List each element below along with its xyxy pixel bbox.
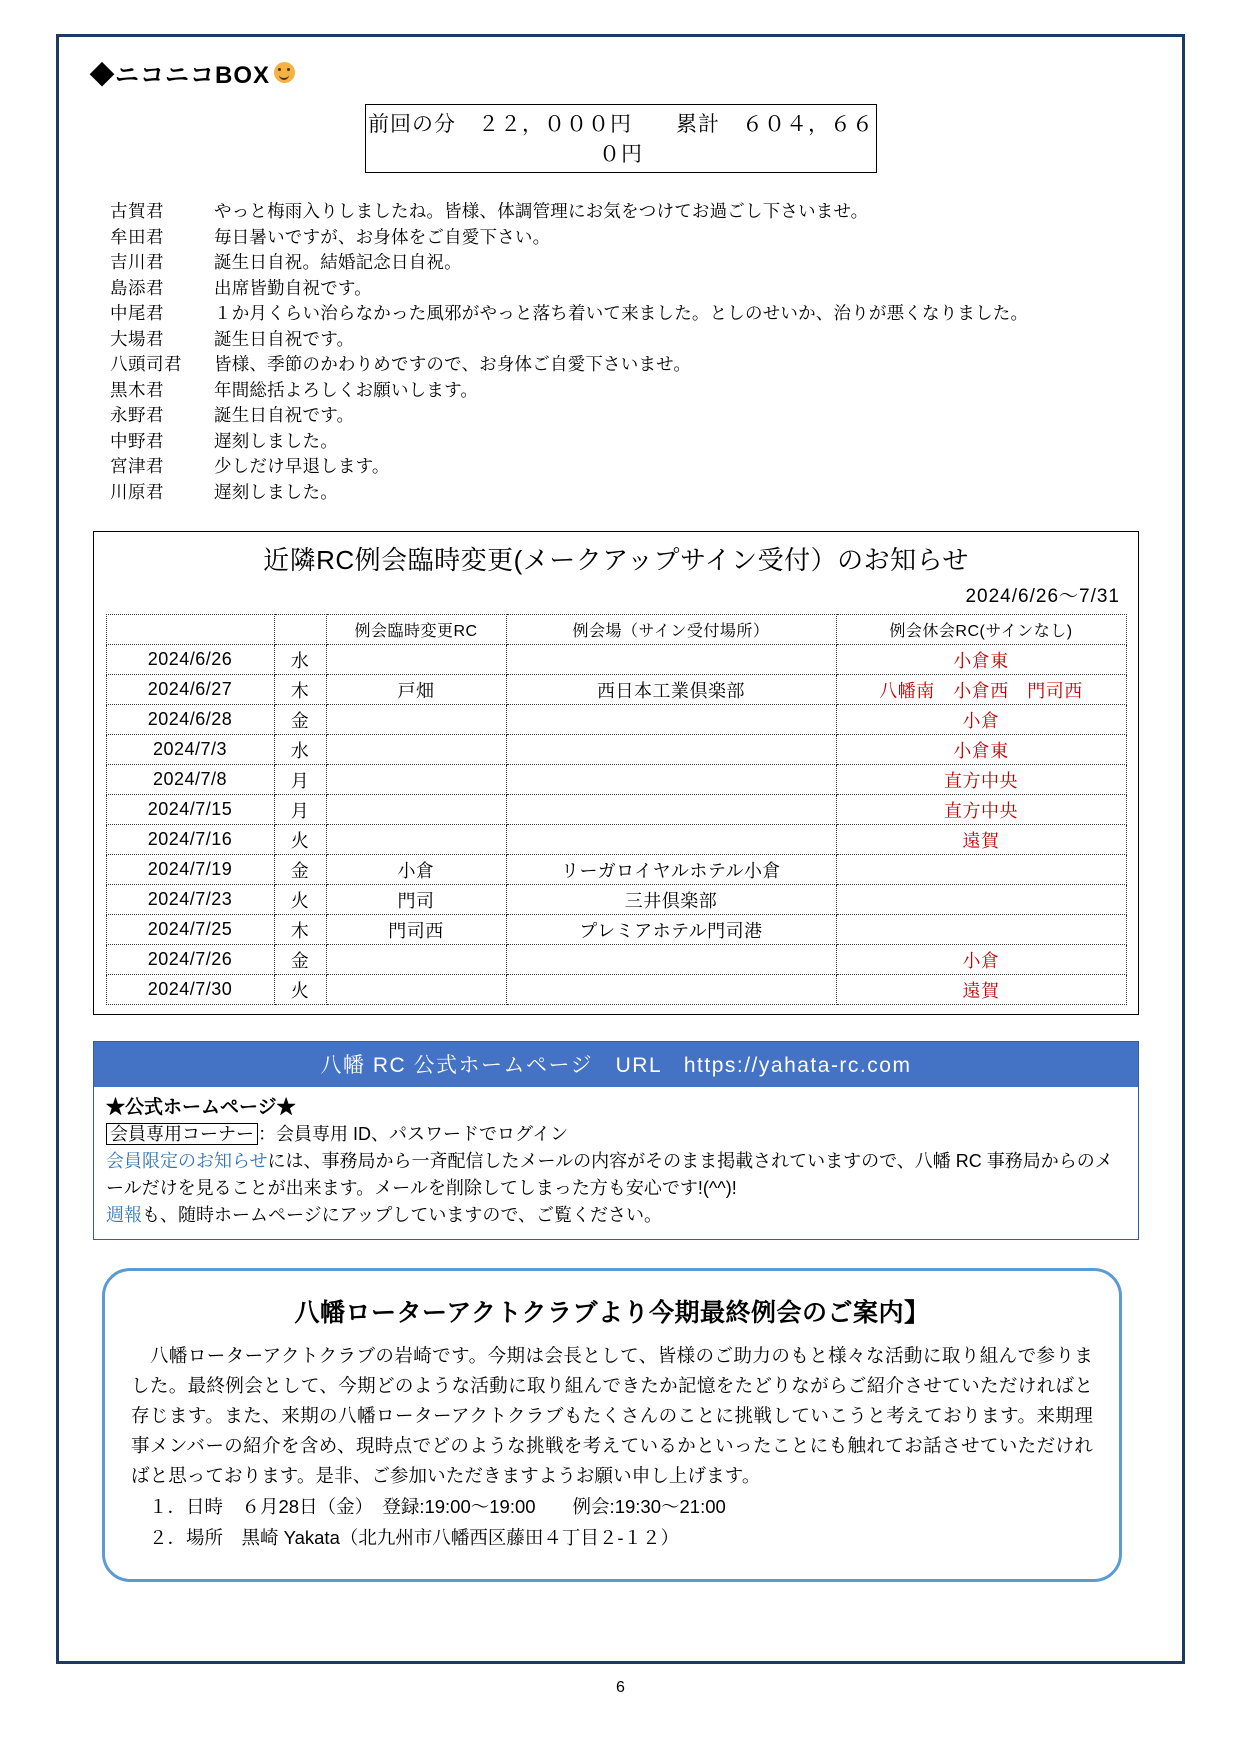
table-row — [106, 765, 1126, 795]
list-item — [110, 454, 1156, 480]
nikoniko-heading — [86, 55, 1156, 90]
donor-list — [86, 199, 1156, 505]
table-row — [106, 795, 1126, 825]
donor-name: 島添君 — [110, 277, 164, 298]
rotaract-venue: ２．場所 黒崎 Yakata（北九州市八幡西区藤田４丁目２-１２） — [149, 1527, 680, 1548]
page-content — [86, 55, 1156, 1582]
cell-venue — [506, 645, 836, 675]
page-number: 6 — [616, 1679, 625, 1696]
table-row — [106, 735, 1126, 765]
cell-changed-rc — [326, 765, 506, 795]
cell-date: 2024/6/27 — [106, 675, 274, 705]
cell-dow: 木 — [274, 675, 326, 705]
list-item — [110, 429, 1156, 455]
member-corner-text: ：会員専用 ID、パスワードでログイン — [258, 1124, 569, 1144]
cell-date: 2024/6/26 — [106, 645, 274, 675]
cell-changed-rc: 小倉 — [326, 855, 506, 885]
donor-message: 誕生日自祝です。 — [214, 405, 355, 425]
cell-date: 2024/7/8 — [106, 765, 274, 795]
cell-dow: 月 — [274, 765, 326, 795]
list-item — [110, 327, 1156, 353]
cell-venue — [506, 945, 836, 975]
column-header-date — [106, 615, 274, 645]
donor-message: 遅刻しました。 — [214, 430, 338, 451]
members-notice-line — [106, 1148, 1126, 1202]
weekly-report-text: も、随時ホームページにアップしていますので、ご覧ください。 — [142, 1205, 663, 1225]
cell-closed-rc: 小倉 — [836, 705, 1126, 735]
cell-date: 2024/7/30 — [106, 975, 274, 1005]
schedule-title: 近隣RC例会臨時変更(メークアップサイン受付）のお知らせ — [263, 545, 969, 575]
rotaract-announcement-box — [102, 1268, 1122, 1582]
table-row — [106, 675, 1126, 705]
donor-message: 毎日暑いですが、お身体をご自愛下さい。 — [214, 226, 551, 247]
cell-date: 2024/7/19 — [106, 855, 274, 885]
list-item — [110, 250, 1156, 276]
cell-dow: 火 — [274, 885, 326, 915]
donor-message: 出席皆勤自祝です。 — [214, 277, 372, 298]
donor-name: 牟田君 — [110, 226, 164, 247]
rotaract-body: 八幡ローターアクトクラブの岩崎です。今期は会長として、皆様のご助力のもと様々な活動に取り組んで参りました。最終例会として、今期どのような活動に取り組んできたか記憶をたどりながらご紹介させていただければと存じます。また、来期の八幡ローターアクトクラブもたくさんのことに挑戦していこうと考えております。来期理事メンバーの紹介を含め、現時点でどのような挑戦を考えているかといったことにも触れてお話させていただければと思っております。是非、ご参加いただきますようお願い申し上げます。 — [131, 1345, 1093, 1486]
cell-dow: 金 — [274, 705, 326, 735]
donor-message: 年間総括よろしくお願いします。 — [214, 379, 479, 400]
cell-changed-rc: 戸畑 — [326, 675, 506, 705]
cell-closed-rc: 小倉 — [836, 945, 1126, 975]
cell-changed-rc — [326, 795, 506, 825]
cell-date: 2024/7/15 — [106, 795, 274, 825]
list-item — [110, 480, 1156, 506]
members-notice-text: には、事務局から一斉配信したメールの内容がそのまま掲載されていますので、八幡 RC 事務局からのメールだけを見ることが出来ます。メールを削除してしまった方も安心です!(^^)! — [106, 1151, 1113, 1198]
list-item — [110, 403, 1156, 429]
cell-changed-rc — [326, 705, 506, 735]
table-row — [106, 855, 1126, 885]
cell-venue: 三井倶楽部 — [506, 885, 836, 915]
nikoniko-amount-box — [365, 104, 877, 173]
table-row — [106, 825, 1126, 855]
cell-date: 2024/7/26 — [106, 945, 274, 975]
cell-closed-rc: 小倉東 — [836, 735, 1126, 765]
cell-closed-rc — [836, 915, 1126, 945]
cell-venue — [506, 765, 836, 795]
cell-venue: 西日本工業倶楽部 — [506, 675, 836, 705]
cell-dow: 月 — [274, 795, 326, 825]
cell-changed-rc: 門司 — [326, 885, 506, 915]
cell-changed-rc — [326, 735, 506, 765]
weekly-report-line — [106, 1202, 1126, 1229]
cell-closed-rc: 八幡南 小倉西 門司西 — [836, 675, 1126, 705]
table-row — [106, 945, 1126, 975]
cell-closed-rc — [836, 885, 1126, 915]
cell-dow: 木 — [274, 915, 326, 945]
homepage-body — [94, 1087, 1138, 1239]
column-header-closed-rc: 例会休会RC(サインなし) — [836, 615, 1126, 645]
list-item — [110, 276, 1156, 302]
cell-date: 2024/7/23 — [106, 885, 274, 915]
cell-venue: リーガロイヤルホテル小倉 — [506, 855, 836, 885]
donor-message: 誕生日自祝です。 — [214, 328, 355, 349]
cell-closed-rc — [836, 855, 1126, 885]
table-row — [106, 645, 1126, 675]
member-corner-box: 会員専用コーナー — [106, 1123, 258, 1145]
list-item — [110, 199, 1156, 225]
cell-dow: 金 — [274, 855, 326, 885]
donor-message: １か月くらい治らなかった風邪がやっと落ち着いて来ました。としのせいか、治りが悪くなりました。 — [214, 303, 1029, 323]
donor-name: 黒木君 — [110, 379, 164, 400]
cell-changed-rc — [326, 645, 506, 675]
cell-closed-rc: 直方中央 — [836, 795, 1126, 825]
donor-name: 中野君 — [110, 430, 164, 451]
rotaract-title: 八幡ローターアクトクラブより今期最終例会のご案内】 — [294, 1299, 930, 1327]
cell-venue — [506, 975, 836, 1005]
table-row — [106, 915, 1126, 945]
donor-name: 吉川君 — [110, 252, 164, 272]
column-header-venue: 例会場（サイン受付場所） — [506, 615, 836, 645]
table-row — [106, 975, 1126, 1005]
cell-date: 2024/7/16 — [106, 825, 274, 855]
table-header-row — [106, 615, 1126, 645]
cell-changed-rc — [326, 825, 506, 855]
cell-venue — [506, 825, 836, 855]
homepage-url-bar[interactable]: 八幡 RC 公式ホームページ URL https://yahata-rc.com — [94, 1042, 1138, 1087]
nikoniko-amount-text: 前回の分 ２２，０００円 累計 ６０４，６６０円 — [368, 113, 874, 166]
cell-dow: 火 — [274, 975, 326, 1005]
donor-name: 大場君 — [110, 328, 164, 349]
cell-dow: 金 — [274, 945, 326, 975]
members-notice-link[interactable]: 会員限定のお知らせ — [106, 1151, 268, 1171]
list-item — [110, 225, 1156, 251]
donor-message: やっと梅雨入りしましたね。皆様、体調管理にお気をつけてお過ごし下さいませ。 — [214, 201, 869, 221]
list-item — [110, 352, 1156, 378]
cell-closed-rc: 遠賀 — [836, 825, 1126, 855]
donor-name: 宮津君 — [110, 456, 164, 476]
schedule-table — [106, 614, 1127, 1005]
rotaract-datetime: １．日時 ６月28日（金） 登録:19:00～19:00 例会:19:30～21:00 — [149, 1496, 726, 1517]
table-row — [106, 705, 1126, 735]
cell-closed-rc: 直方中央 — [836, 765, 1126, 795]
column-header-dow — [274, 615, 326, 645]
donor-name: 八頭司君 — [110, 354, 182, 374]
donor-name: 中尾君 — [110, 303, 164, 323]
donor-name: 古賀君 — [110, 201, 164, 221]
cell-changed-rc — [326, 975, 506, 1005]
member-corner-line — [106, 1121, 1126, 1148]
homepage-star-line: ★公式ホームページ★ — [106, 1097, 296, 1118]
nikoniko-heading-text: ◆ニコニコBOX — [90, 62, 271, 89]
cell-venue — [506, 735, 836, 765]
cell-closed-rc: 小倉東 — [836, 645, 1126, 675]
cell-changed-rc — [326, 945, 506, 975]
schedule-date-range: 2024/6/26～7/31 — [965, 586, 1120, 607]
donor-message: 皆様、季節のかわりめですので、お身体ご自愛下さいませ。 — [214, 354, 692, 374]
cell-date: 2024/7/3 — [106, 735, 274, 765]
cell-closed-rc: 遠賀 — [836, 975, 1126, 1005]
list-item — [110, 301, 1156, 327]
cell-changed-rc: 門司西 — [326, 915, 506, 945]
cell-venue — [506, 705, 836, 735]
cell-dow: 水 — [274, 735, 326, 765]
list-item — [110, 378, 1156, 404]
column-header-changed-rc: 例会臨時変更RC — [326, 615, 506, 645]
donor-message: 遅刻しました。 — [214, 481, 338, 502]
donor-name: 永野君 — [110, 405, 164, 425]
table-row — [106, 885, 1126, 915]
cell-venue — [506, 795, 836, 825]
cell-date: 2024/6/28 — [106, 705, 274, 735]
cell-dow: 火 — [274, 825, 326, 855]
donor-message: 少しだけ早退します。 — [214, 456, 390, 476]
donor-name: 川原君 — [110, 481, 164, 502]
smiley-icon — [274, 62, 295, 83]
donor-message: 誕生日自祝。結婚記念日自祝。 — [214, 252, 462, 272]
cell-date: 2024/7/25 — [106, 915, 274, 945]
weekly-report-link[interactable]: 週報 — [106, 1205, 142, 1225]
cell-venue: プレミアホテル門司港 — [506, 915, 836, 945]
homepage-section — [93, 1041, 1139, 1240]
schedule-section — [93, 531, 1139, 1015]
cell-dow: 水 — [274, 645, 326, 675]
